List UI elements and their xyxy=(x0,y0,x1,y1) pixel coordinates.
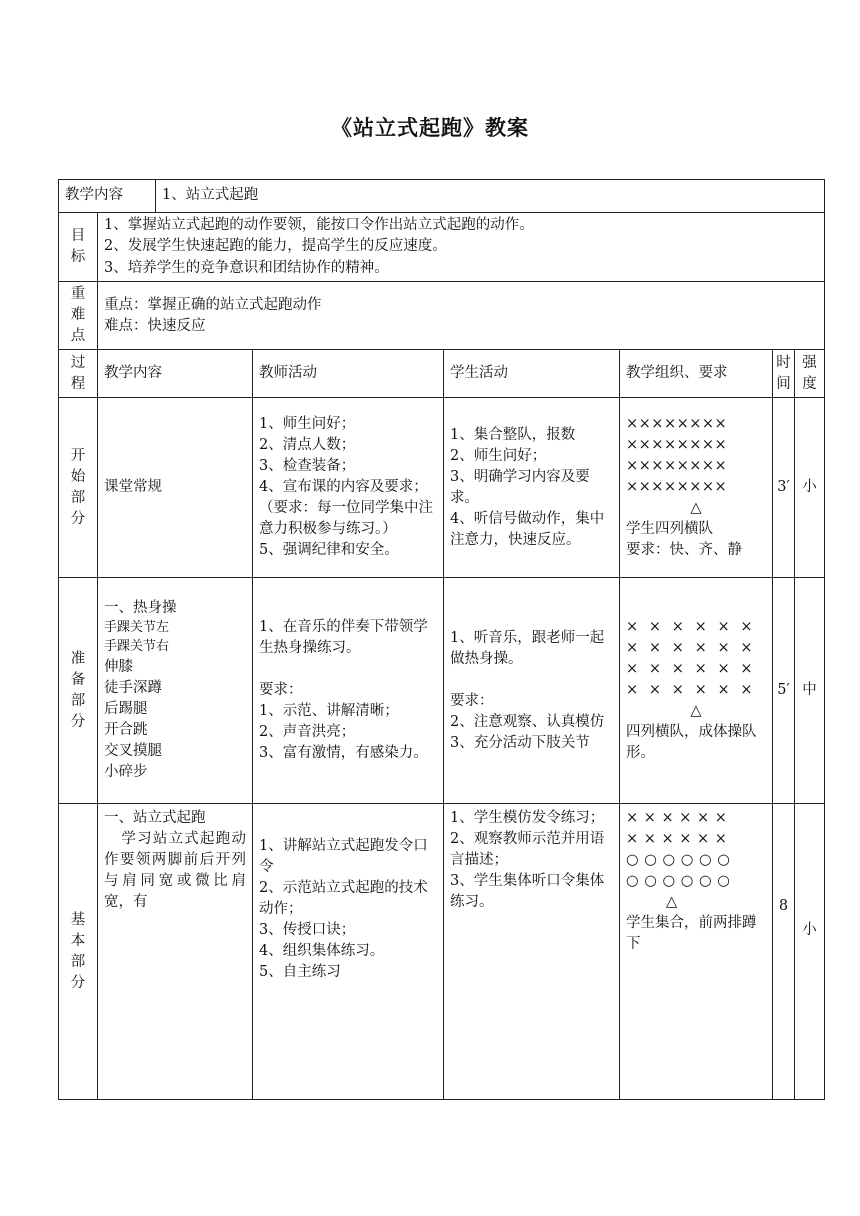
section-start-student: 1、集合整队，报数 2、师生问好； 3、明确学习内容及要求。 4、听信号做动作，集中注意力，快速反应。 xyxy=(444,398,620,578)
section-basic-student: 1、学生模仿发令练习； 2、观察教师示范并用语言描述； 3、学生集体听口令集体练习。 xyxy=(444,804,620,1100)
formation-grid: ×××××××× ×××××××× ×××××××× ×××××××× xyxy=(626,415,728,496)
section-basic-row xyxy=(59,804,825,1100)
header-time: 时 间 xyxy=(773,350,795,398)
header-process: 过 程 xyxy=(59,350,98,398)
teacher-position-icon: △ xyxy=(690,500,702,517)
section-prep-time: 5′ xyxy=(773,578,795,804)
section-prep-teacher: 1、在音乐的伴奏下带领学生热身操练习。 要求： 1、示范、讲解清晰； 2、声音洪亮； 3、富有激情，有感染力。 xyxy=(253,578,444,804)
keypoints-row xyxy=(59,282,825,350)
content-row xyxy=(59,180,825,213)
header-intensity: 强 度 xyxy=(795,350,825,398)
section-start-organization: ×××××××× ×××××××× ×××××××× ×××××××× △ 学生四列横队 要求：快、齐、静 xyxy=(620,398,773,578)
goals-text: 1、掌握站立式起跑的动作要领，能按口令作出站立式起跑的动作。 2、发展学生快速起跑的能力，提高学生的反应速度。 3、培养学生的竞争意识和团结协作的精神。 xyxy=(98,213,825,282)
section-start-time: 3′ xyxy=(773,398,795,578)
section-basic-organization: × × × × × × × × × × × × ○ ○ ○ ○ ○ ○ ○ ○ ○ ○ ○ ○ △ 学生集合，前两排蹲下 xyxy=(620,804,773,1100)
content-value: 1、站立式起跑 xyxy=(156,180,825,213)
keypoints-text: 重点：掌握正确的站立式起跑动作 难点：快速反应 xyxy=(98,282,825,350)
formation-grid: × × × × × × × × × × × × × × × × × × × × × × × × xyxy=(626,618,753,699)
section-start-content: 课堂常规 xyxy=(98,398,253,578)
section-start-row xyxy=(59,398,825,578)
keypoints-label: 重 难 点 xyxy=(59,282,98,350)
formation-grid: × × × × × × × × × × × × ○ ○ ○ ○ ○ ○ ○ ○ ○ ○ ○ ○ xyxy=(626,810,731,890)
section-basic-phase: 基 本 部 分 xyxy=(59,804,98,1100)
table-header-row xyxy=(59,350,825,398)
section-prep-phase: 准 备 部 分 xyxy=(59,578,98,804)
section-basic-time: 8 xyxy=(773,804,795,1100)
section-start-intensity: 小 xyxy=(795,398,825,578)
section-basic-intensity: 小 xyxy=(795,804,825,1100)
section-prep-content: 一、热身操 手踝关节左 手踝关节右 伸膝 徒手深蹲 后踢腿 开合跳 交叉摸腿 小碎步 xyxy=(98,578,253,804)
teacher-position-icon: △ xyxy=(690,703,702,720)
content-label: 教学内容 xyxy=(59,180,156,213)
section-basic-content: 一、站立式起跑 学习站立式起跑动作要领两脚前后开列与肩同宽或微比肩宽，有 xyxy=(98,804,253,1100)
goals-label: 目 标 xyxy=(59,213,98,282)
document-title: 《站立式起跑》教案 xyxy=(331,115,529,140)
section-prep-student: 1、听音乐，跟老师一起做热身操。 要求： 2、注意观察、认真模仿 3、充分活动下肢关节 xyxy=(444,578,620,804)
section-basic-teacher: 1、讲解站立式起跑发令口令 2、示范站立式起跑的技术动作； 3、传授口诀； 4、组织集体练习。 5、自主练习 xyxy=(253,804,444,1100)
section-start-teacher: 1、师生问好； 2、清点人数； 3、检查装备； 4、宣布课的内容及要求；（要求：每一位同学集中注意力积极参与练习。） 5、强调纪律和安全。 xyxy=(253,398,444,578)
header-student: 学生活动 xyxy=(444,350,620,398)
section-prep-intensity: 中 xyxy=(795,578,825,804)
teacher-position-icon: △ xyxy=(666,894,678,911)
section-start-phase: 开 始 部 分 xyxy=(59,398,98,578)
lesson-plan-table xyxy=(58,179,825,1100)
header-content: 教学内容 xyxy=(98,350,253,398)
section-prep-organization: × × × × × × × × × × × × × × × × × × × × × × × × △ 四列横队，成体操队形。 xyxy=(620,578,773,804)
goals-row xyxy=(59,213,825,282)
header-organization: 教学组织、要求 xyxy=(620,350,773,398)
section-prep-row xyxy=(59,578,825,804)
header-teacher: 教师活动 xyxy=(253,350,444,398)
